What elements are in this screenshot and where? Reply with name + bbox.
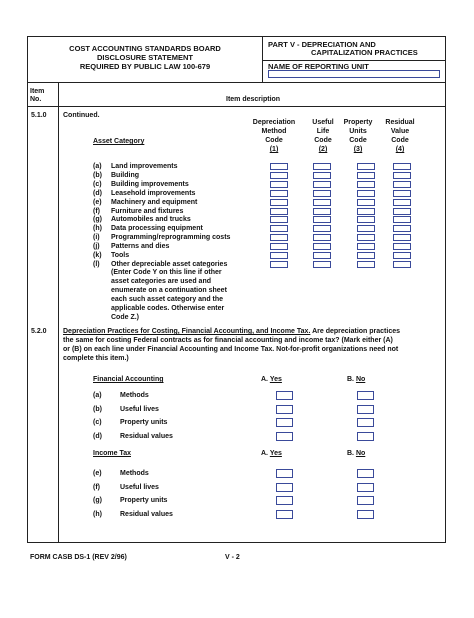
item-description-header: Item description — [226, 96, 281, 103]
s520-heading: Depreciation Practices for Costing, Financial Accounting, and Income Tax. Are depreciation practices — [63, 328, 400, 335]
residual-value-code-box[interactable] — [393, 190, 411, 197]
asset-item-label: Programming/reprogramming costs — [111, 234, 231, 242]
asset-item-letter: (f) — [93, 207, 100, 215]
other-note: (Enter Code Y on this line if other asset categories are used and enumerate on a continuation sheet each such asset category and the applicable codes. Otherwise enter Code Z.) — [111, 269, 227, 321]
useful-life-code-box[interactable] — [313, 216, 331, 223]
residual-value-code-box[interactable] — [393, 234, 411, 241]
financial-accounting-no-box[interactable] — [357, 391, 374, 400]
income-tax-item-label: Property units — [120, 497, 168, 504]
s520-paragraph-2: or (B) on each line under Financial Accounting and Income Tax. Not-for-profit organizations need not — [63, 346, 399, 353]
asset-item-label: Patterns and dies — [111, 243, 170, 251]
it-col-a-header: A. Yes — [261, 450, 282, 457]
financial-accounting-yes-box[interactable] — [276, 405, 293, 414]
depreciation-method-code-box[interactable] — [270, 252, 288, 259]
s520-paragraph-1: the same for costing Federal contracts as for financial accounting and income tax? (Mark either (A) — [63, 337, 393, 344]
item-number-divider — [58, 82, 59, 543]
income-tax-heading: Income Tax — [93, 450, 131, 457]
property-units-code-box[interactable] — [357, 199, 375, 206]
useful-life-code-box[interactable] — [313, 163, 331, 170]
financial-accounting-no-box[interactable] — [357, 432, 374, 441]
income-tax-yes-box[interactable] — [276, 483, 293, 492]
col-header-property-units: Property Units Code (3) — [343, 119, 373, 153]
asset-item-letter: (i) — [93, 234, 100, 242]
financial-accounting-item-label: Useful lives — [120, 405, 159, 413]
residual-value-code-box[interactable] — [393, 208, 411, 215]
asset-item-label: Furniture and fixtures — [111, 207, 184, 215]
financial-accounting-item-letter: (c) — [93, 419, 102, 426]
useful-life-code-box[interactable] — [313, 225, 331, 232]
useful-life-code-box[interactable] — [313, 261, 331, 268]
form-identifier: FORM CASB DS-1 (REV 2/96) — [30, 554, 127, 561]
useful-life-code-box[interactable] — [313, 234, 331, 241]
income-tax-no-box[interactable] — [357, 469, 374, 478]
asset-item-letter: (b) — [93, 171, 102, 179]
residual-value-code-box[interactable] — [393, 243, 411, 250]
item-no-header-2: No. — [30, 96, 42, 103]
asset-item-letter: (j) — [93, 243, 100, 251]
income-tax-yes-box[interactable] — [276, 496, 293, 505]
residual-value-code-box[interactable] — [393, 172, 411, 179]
financial-accounting-yes-box[interactable] — [276, 418, 293, 427]
residual-value-code-box[interactable] — [393, 181, 411, 188]
asset-item-label: Land improvements — [111, 163, 178, 170]
residual-value-code-box[interactable] — [393, 252, 411, 259]
depreciation-method-code-box[interactable] — [270, 225, 288, 232]
financial-accounting-item-letter: (d) — [93, 432, 102, 440]
income-tax-item-label: Useful lives — [120, 483, 159, 491]
financial-accounting-yes-box[interactable] — [276, 391, 293, 400]
property-units-code-box[interactable] — [357, 181, 375, 188]
financial-accounting-heading: Financial Accounting — [93, 376, 164, 383]
financial-accounting-item-label: Property units — [120, 419, 168, 426]
property-units-code-box[interactable] — [357, 261, 375, 268]
it-col-b-header: B. No — [347, 450, 366, 457]
depreciation-method-code-box[interactable] — [270, 199, 288, 206]
income-tax-item-letter: (e) — [93, 470, 102, 477]
asset-category-heading: Asset Category — [93, 138, 145, 145]
property-units-code-box[interactable] — [357, 243, 375, 250]
header-bottom-rule — [27, 82, 446, 83]
income-tax-item-label: Methods — [120, 470, 149, 477]
income-tax-no-box[interactable] — [357, 510, 374, 519]
depreciation-method-code-box[interactable] — [270, 181, 288, 188]
asset-item-label: Leasehold improvements — [111, 189, 196, 197]
continued-label: Continued. — [63, 112, 100, 119]
asset-item-letter: (c) — [93, 180, 102, 188]
asset-item-label: Tools — [111, 252, 130, 259]
property-units-code-box[interactable] — [357, 172, 375, 179]
financial-accounting-item-label: Methods — [120, 392, 149, 399]
s520-paragraph-3: complete this item.) — [63, 355, 129, 362]
column-header-rule — [27, 106, 446, 107]
asset-item-label: Data processing equipment — [111, 225, 203, 233]
depreciation-method-code-box[interactable] — [270, 216, 288, 223]
financial-accounting-item-label: Residual values — [120, 432, 173, 440]
property-units-code-box[interactable] — [357, 190, 375, 197]
section-number-520: 5.2.0 — [31, 328, 47, 335]
property-units-code-box[interactable] — [357, 252, 375, 259]
header-rule — [262, 60, 446, 61]
asset-item-letter: (k) — [93, 252, 102, 259]
part-title-2: CAPITALIZATION PRACTICES — [311, 48, 418, 57]
fa-col-a-header: A. Yes — [261, 376, 282, 383]
property-units-code-box[interactable] — [357, 234, 375, 241]
asset-item-letter: (l) — [93, 260, 100, 268]
residual-value-code-box[interactable] — [393, 225, 411, 232]
section-number-510: 5.1.0 — [31, 112, 47, 119]
asset-item-letter: (a) — [93, 163, 102, 170]
property-units-code-box[interactable] — [357, 208, 375, 215]
useful-life-code-box[interactable] — [313, 243, 331, 250]
depreciation-method-code-box[interactable] — [270, 243, 288, 250]
financial-accounting-yes-box[interactable] — [276, 432, 293, 441]
page-number: V - 2 — [225, 554, 240, 561]
income-tax-item-label: Residual values — [120, 510, 173, 518]
income-tax-no-box[interactable] — [357, 496, 374, 505]
residual-value-code-box[interactable] — [393, 216, 411, 223]
income-tax-yes-box[interactable] — [276, 510, 293, 519]
col-header-residual-value: Residual Value Code (4) — [385, 119, 415, 153]
financial-accounting-item-letter: (b) — [93, 405, 102, 413]
financial-accounting-item-letter: (a) — [93, 392, 102, 399]
asset-item-label: Automobiles and trucks — [111, 216, 191, 224]
fa-col-b-header: B. No — [347, 376, 366, 383]
depreciation-method-code-box[interactable] — [270, 234, 288, 241]
useful-life-code-box[interactable] — [313, 208, 331, 215]
col-header-depreciation: Depreciation Method Code (1) — [252, 119, 296, 153]
property-units-code-box[interactable] — [357, 163, 375, 170]
depreciation-method-code-box[interactable] — [270, 261, 288, 268]
form-title-2: DISCLOSURE STATEMENT — [97, 53, 193, 62]
part-title-1: PART V - DEPRECIATION AND — [268, 40, 376, 49]
reporting-unit-label: NAME OF REPORTING UNIT — [268, 62, 369, 71]
useful-life-code-box[interactable] — [313, 172, 331, 179]
col-header-useful-life: Useful Life Code (2) — [312, 119, 334, 153]
depreciation-method-code-box[interactable] — [270, 163, 288, 170]
useful-life-code-box[interactable] — [313, 190, 331, 197]
depreciation-method-code-box[interactable] — [270, 208, 288, 215]
reporting-unit-field[interactable] — [268, 70, 440, 78]
property-units-code-box[interactable] — [357, 225, 375, 232]
asset-item-letter: (h) — [93, 225, 102, 233]
property-units-code-box[interactable] — [357, 216, 375, 223]
asset-item-label: Building — [111, 171, 139, 179]
income-tax-no-box[interactable] — [357, 483, 374, 492]
asset-item-label: Machinery and equipment — [111, 198, 198, 206]
asset-item-label: Other depreciable asset categories — [111, 260, 228, 268]
financial-accounting-no-box[interactable] — [357, 418, 374, 427]
useful-life-code-box[interactable] — [313, 252, 331, 259]
depreciation-method-code-box[interactable] — [270, 190, 288, 197]
item-no-header-1: Item — [30, 88, 45, 95]
income-tax-item-letter: (h) — [93, 510, 102, 518]
header-divider — [262, 36, 263, 82]
residual-value-code-box[interactable] — [393, 199, 411, 206]
depreciation-method-code-box[interactable] — [270, 172, 288, 179]
income-tax-yes-box[interactable] — [276, 469, 293, 478]
financial-accounting-no-box[interactable] — [357, 405, 374, 414]
useful-life-code-box[interactable] — [313, 181, 331, 188]
income-tax-item-letter: (g) — [93, 497, 102, 504]
form-title-1: COST ACCOUNTING STANDARDS BOARD — [69, 44, 221, 53]
asset-item-letter: (e) — [93, 198, 102, 206]
asset-item-letter: (g) — [93, 216, 102, 224]
income-tax-item-letter: (f) — [93, 483, 100, 491]
useful-life-code-box[interactable] — [313, 199, 331, 206]
asset-item-label: Building improvements — [111, 180, 189, 188]
residual-value-code-box[interactable] — [393, 163, 411, 170]
form-title-3: REQUIRED BY PUBLIC LAW 100-679 — [79, 62, 211, 71]
residual-value-code-box[interactable] — [393, 261, 411, 268]
asset-item-letter: (d) — [93, 189, 102, 197]
